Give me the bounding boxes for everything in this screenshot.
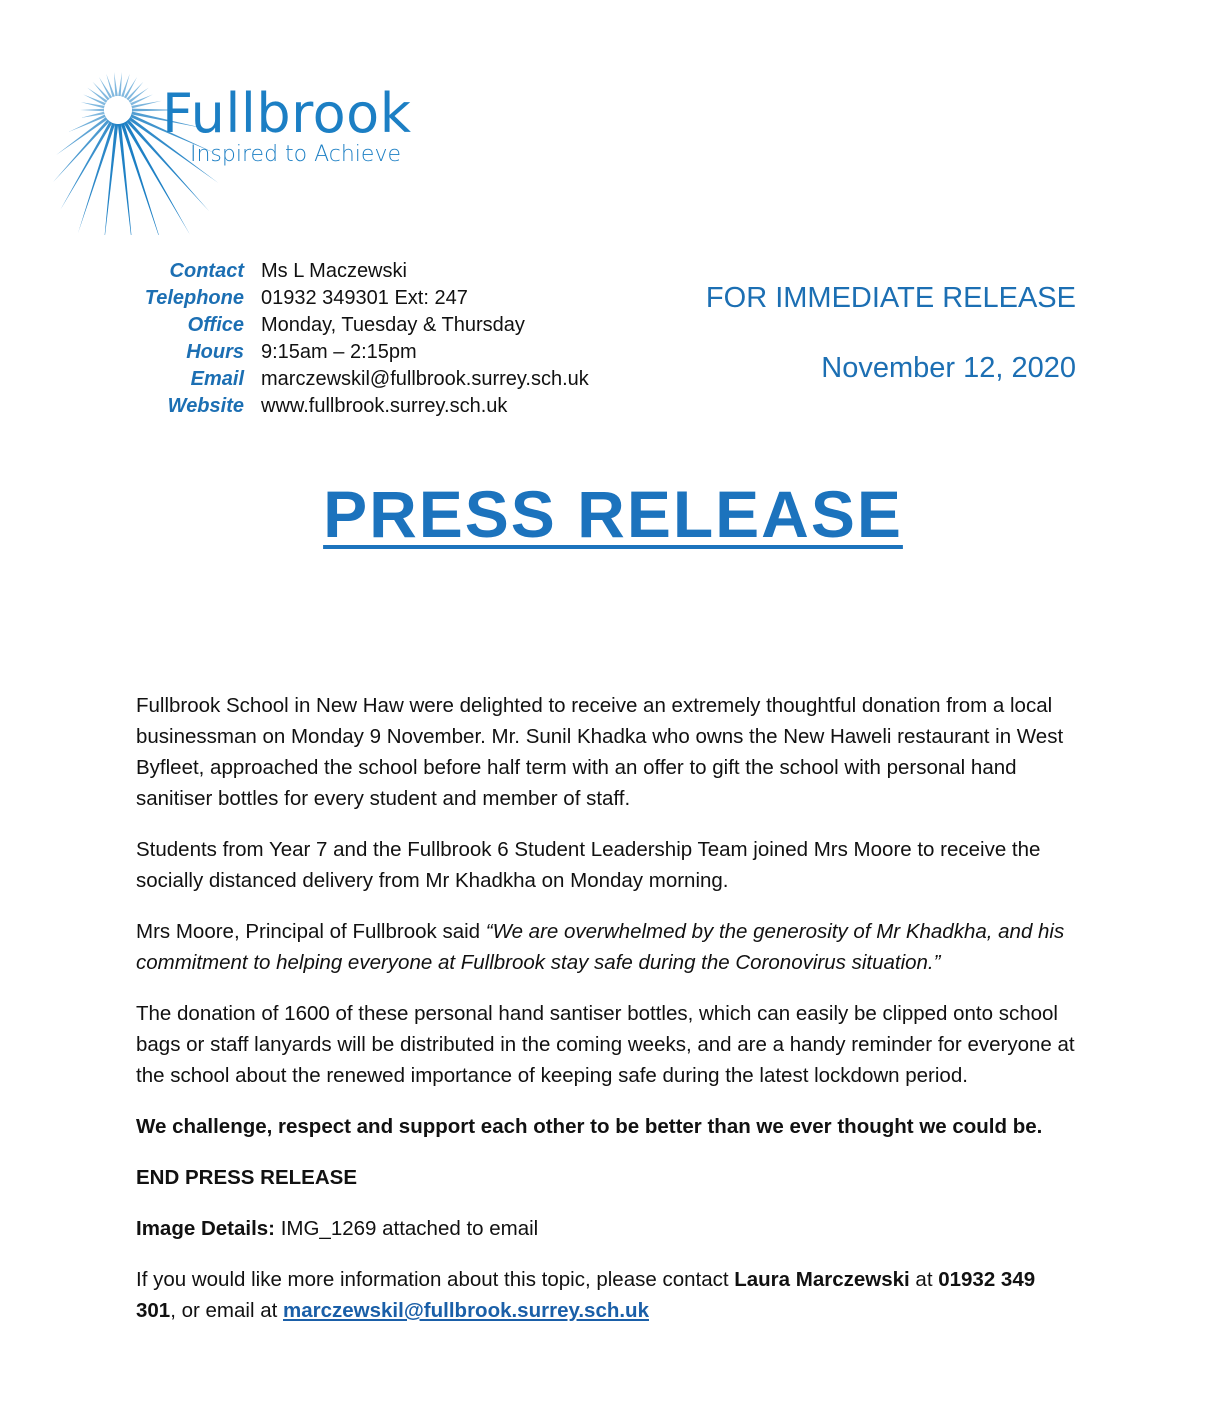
contact-person: Laura Marczewski [734, 1268, 910, 1291]
hours-label: Hours [186, 341, 244, 363]
page-title-text: PRESS RELEASE [323, 477, 903, 551]
contact-row [120, 258, 589, 285]
contact-label: Contact [169, 260, 244, 282]
contact-email-link[interactable]: marczewskil@fullbrook.surrey.sch.uk [283, 1299, 649, 1322]
starburst-ray [80, 109, 104, 112]
hours-value: 9:15am – 2:15pm [261, 341, 417, 363]
logo [46, 50, 446, 235]
logo-text [162, 84, 411, 168]
image-details-label: Image Details: [136, 1217, 275, 1240]
more-info-at: at [909, 1268, 939, 1291]
starburst-ray [83, 95, 105, 106]
paragraph-donation: The donation of 1600 of these personal hand santiser bottles, which can easily be clipped onto school bags or staff lanyards will be distributed in the coming weeks, and are a handy reminder for everyone at the school about the renewed importance of keeping safe during the latest lockdown period. [136, 1002, 1075, 1087]
release-tag: FOR IMMEDIATE RELEASE [705, 282, 1076, 314]
end-text: END PRESS RELEASE [136, 1166, 357, 1189]
email-label: Email [190, 368, 244, 390]
office-value: Monday, Tuesday & Thursday [261, 314, 525, 336]
starburst-ray [118, 72, 122, 96]
image-details [136, 1213, 1076, 1244]
more-info [136, 1264, 1076, 1326]
release-date: November 12, 2020 [821, 352, 1076, 384]
contact-row [120, 285, 589, 312]
quote-text: “We are overwhelmed by the generosity of Mr Khadkha, and his commitment to helping everyone at Fullbrook stay safe during the Coronovirus situation.” [136, 920, 1065, 974]
page-title [0, 476, 1226, 552]
website-label: Website [167, 395, 244, 417]
logo-name: Fullbrook [162, 82, 412, 145]
more-info-text: If you would like more information about this topic, please contact [136, 1268, 735, 1291]
contact-row [120, 339, 589, 366]
contact-row [120, 366, 589, 393]
telephone-value: 01932 349301 Ext: 247 [261, 287, 468, 309]
starburst-ray [118, 124, 134, 235]
quote-intro: Mrs Moore, Principal of Fullbrook said [136, 920, 486, 943]
paragraph-quote [136, 916, 1076, 978]
starburst-ray [78, 123, 115, 234]
starburst-center [104, 96, 132, 124]
starburst-ray [103, 124, 118, 235]
contact-row [120, 393, 589, 420]
office-label: Office [187, 314, 244, 336]
email-value: marczewskil@fullbrook.surrey.sch.uk [261, 368, 589, 390]
paragraph-students: Students from Year 7 and the Fullbrook 6 Student Leadership Team joined Mrs Moore to receive the socially distanced delivery from Mr Khadkha on Monday morning. [136, 838, 1041, 892]
starburst-ray [114, 72, 118, 96]
image-details-value: IMG_1269 attached to email [275, 1217, 539, 1240]
press-body [136, 690, 1076, 1346]
contact-name: Ms L Maczewski [261, 260, 407, 282]
end-marker [136, 1162, 1076, 1193]
more-info-email-text: , or email at [170, 1299, 284, 1322]
paragraph-intro: Fullbrook School in New Haw were delighted to receive an extremely thoughtful donation from a local businessman on Monday 9 November. Mr. Sunil Khadka who owns the New Haweli restaurant in West Byfleet, approached the school before half term with an offer to gift the school with personal hand sanitiser bottles for every student and member of staff. [136, 694, 1064, 810]
school-motto [136, 1111, 1076, 1142]
contact-row [120, 312, 589, 339]
contact-block [120, 258, 589, 420]
website-value: www.fullbrook.surrey.sch.uk [261, 395, 508, 417]
logo-tagline: Inspired to Achieve [190, 142, 402, 167]
telephone-label: Telephone [144, 287, 244, 309]
motto-text: We challenge, respect and support each other to be better than we ever thought we could be. [136, 1115, 1043, 1138]
contact-phone: 01932 349 301 [136, 1268, 1036, 1322]
